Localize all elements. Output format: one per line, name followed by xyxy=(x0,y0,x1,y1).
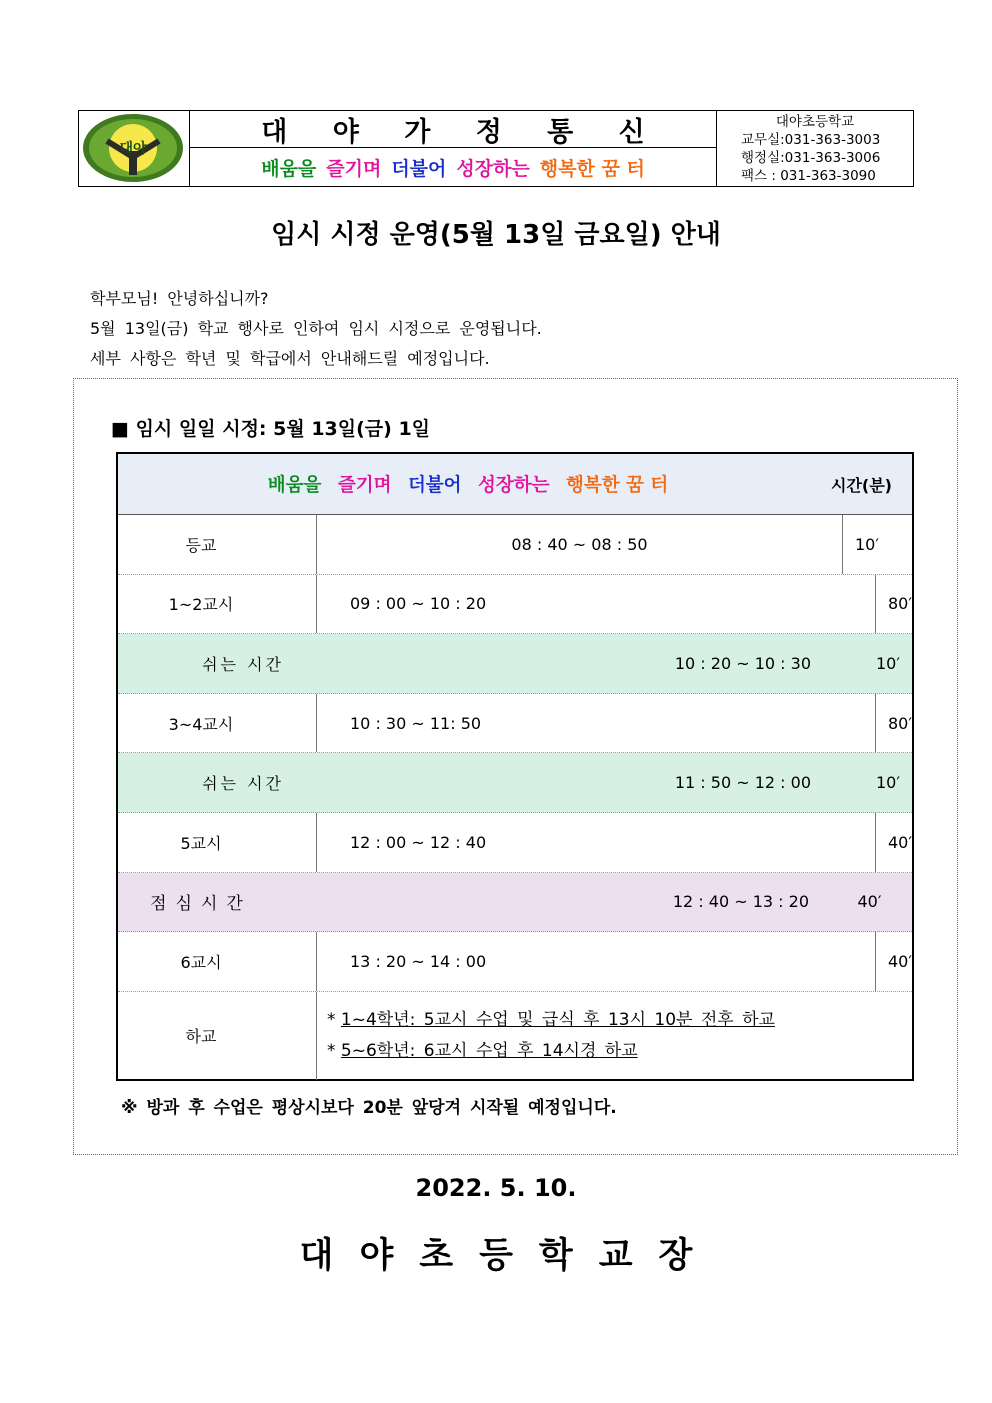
intro-line: 세부 사항은 학년 및 학급에서 안내해드릴 예정입니다. xyxy=(90,349,490,368)
table-row xyxy=(118,932,912,992)
slogan-word: 행복한 꿈 터 xyxy=(565,475,669,496)
intro-text xyxy=(90,284,542,374)
period-minutes: 10′ xyxy=(855,534,879,554)
table-header xyxy=(118,454,912,515)
table-row-break xyxy=(118,634,912,694)
period-time: 11 : 50 ~ 12 : 00 xyxy=(674,773,811,793)
period-minutes: 40′ xyxy=(888,832,912,852)
slogan-word: 행복한 꿈 터 xyxy=(539,157,645,180)
header-slogan xyxy=(190,148,716,186)
period-time: 12 : 00 ~ 12 : 40 xyxy=(317,813,876,872)
dismissal-label: 하교 xyxy=(118,992,317,1080)
contact-fax: 팩스 : 031-363-3090 xyxy=(741,168,876,184)
dismissal-note: * 5~6학년: 6교시 수업 후 14시경 하교 xyxy=(327,1040,638,1061)
schedule-heading: ■ 임시 일일 시정: 5월 13일(금) 1일 xyxy=(111,418,431,440)
period-minutes: 10′ xyxy=(876,773,900,793)
schedule-table xyxy=(116,452,914,1081)
slogan-word: 더불어 xyxy=(407,475,462,496)
period-label: 점심시간 xyxy=(150,894,252,915)
period-minutes: 80′ xyxy=(888,594,912,614)
period-minutes: 40′ xyxy=(857,892,882,912)
dismissal-notes xyxy=(317,992,912,1080)
period-label: 6교시 xyxy=(118,932,317,991)
period-minutes: 80′ xyxy=(888,713,912,733)
table-row-dismissal xyxy=(118,992,912,1080)
period-time: 10 : 30 ~ 11: 50 xyxy=(317,694,876,753)
table-row-break xyxy=(118,753,912,813)
school-logo xyxy=(79,111,190,186)
period-minutes: 10′ xyxy=(876,653,900,673)
newsletter-title: 대 야 가 정 통 신 xyxy=(190,111,716,148)
period-label: 쉬는 시간 xyxy=(202,774,284,794)
logo-text: 대야 xyxy=(119,141,147,157)
minutes-column-header: 시간(분) xyxy=(831,475,892,495)
slogan-word: 즐기며 xyxy=(326,157,382,180)
slogan-word: 더불어 xyxy=(391,157,447,180)
table-row xyxy=(118,813,912,873)
period-time: 13 : 20 ~ 14 : 00 xyxy=(317,932,876,991)
table-row xyxy=(118,575,912,635)
slogan-word: 성장하는 xyxy=(478,475,550,496)
period-minutes: 40′ xyxy=(888,951,912,971)
slogan-word: 배움을 xyxy=(261,157,317,180)
period-label: 5교시 xyxy=(118,813,317,872)
table-slogan xyxy=(118,471,818,497)
newsletter-header xyxy=(78,110,914,187)
slogan-word: 배움을 xyxy=(267,475,322,496)
intro-line: 학부모님! 안녕하십니까? xyxy=(90,289,269,308)
period-time: 08 : 40 ~ 08 : 50 xyxy=(317,515,843,574)
period-label: 1~2교시 xyxy=(118,575,317,634)
period-label: 등교 xyxy=(118,515,317,574)
slogan-word: 성장하는 xyxy=(456,157,530,180)
slogan-word: 즐기며 xyxy=(337,475,392,496)
period-label: 쉬는 시간 xyxy=(202,654,284,674)
contact-admin: 행정실:031-363-3006 xyxy=(741,150,881,166)
school-contact-info xyxy=(717,111,913,186)
table-row xyxy=(118,694,912,754)
principal-signature: 대야초등학교장 xyxy=(299,1236,719,1276)
table-row-lunch xyxy=(118,873,912,933)
contact-office: 교무실:031-363-3003 xyxy=(741,132,881,148)
intro-line: 5월 13일(금) 학교 행사로 인하여 임시 시정으로 운영됩니다. xyxy=(90,319,542,338)
issue-date: 2022. 5. 10. xyxy=(415,1174,577,1202)
dismissal-note: * 1~4학년: 5교시 수업 및 급식 후 13시 10분 전후 하교 xyxy=(327,1009,775,1030)
period-time: 12 : 40 ~ 13 : 20 xyxy=(672,892,809,912)
period-label: 3~4교시 xyxy=(118,694,317,753)
period-time: 10 : 20 ~ 10 : 30 xyxy=(674,653,811,673)
dismissal-note-text: 1~4학년: 5교시 수업 및 급식 후 13시 10분 전후 하교 xyxy=(340,1009,775,1030)
after-school-footnote: ※ 방과 후 수업은 평상시보다 20분 앞당겨 시작될 예정입니다. xyxy=(121,1098,617,1118)
school-name: 대야초등학교 xyxy=(775,114,855,130)
school-emblem-icon xyxy=(79,111,187,185)
document-title: 임시 시정 운영(5월 13일 금요일) 안내 xyxy=(271,220,721,250)
period-time: 09 : 00 ~ 10 : 20 xyxy=(317,575,876,634)
dismissal-note-text: 5~6학년: 6교시 수업 후 14시경 하교 xyxy=(340,1040,638,1061)
table-row xyxy=(118,515,912,575)
